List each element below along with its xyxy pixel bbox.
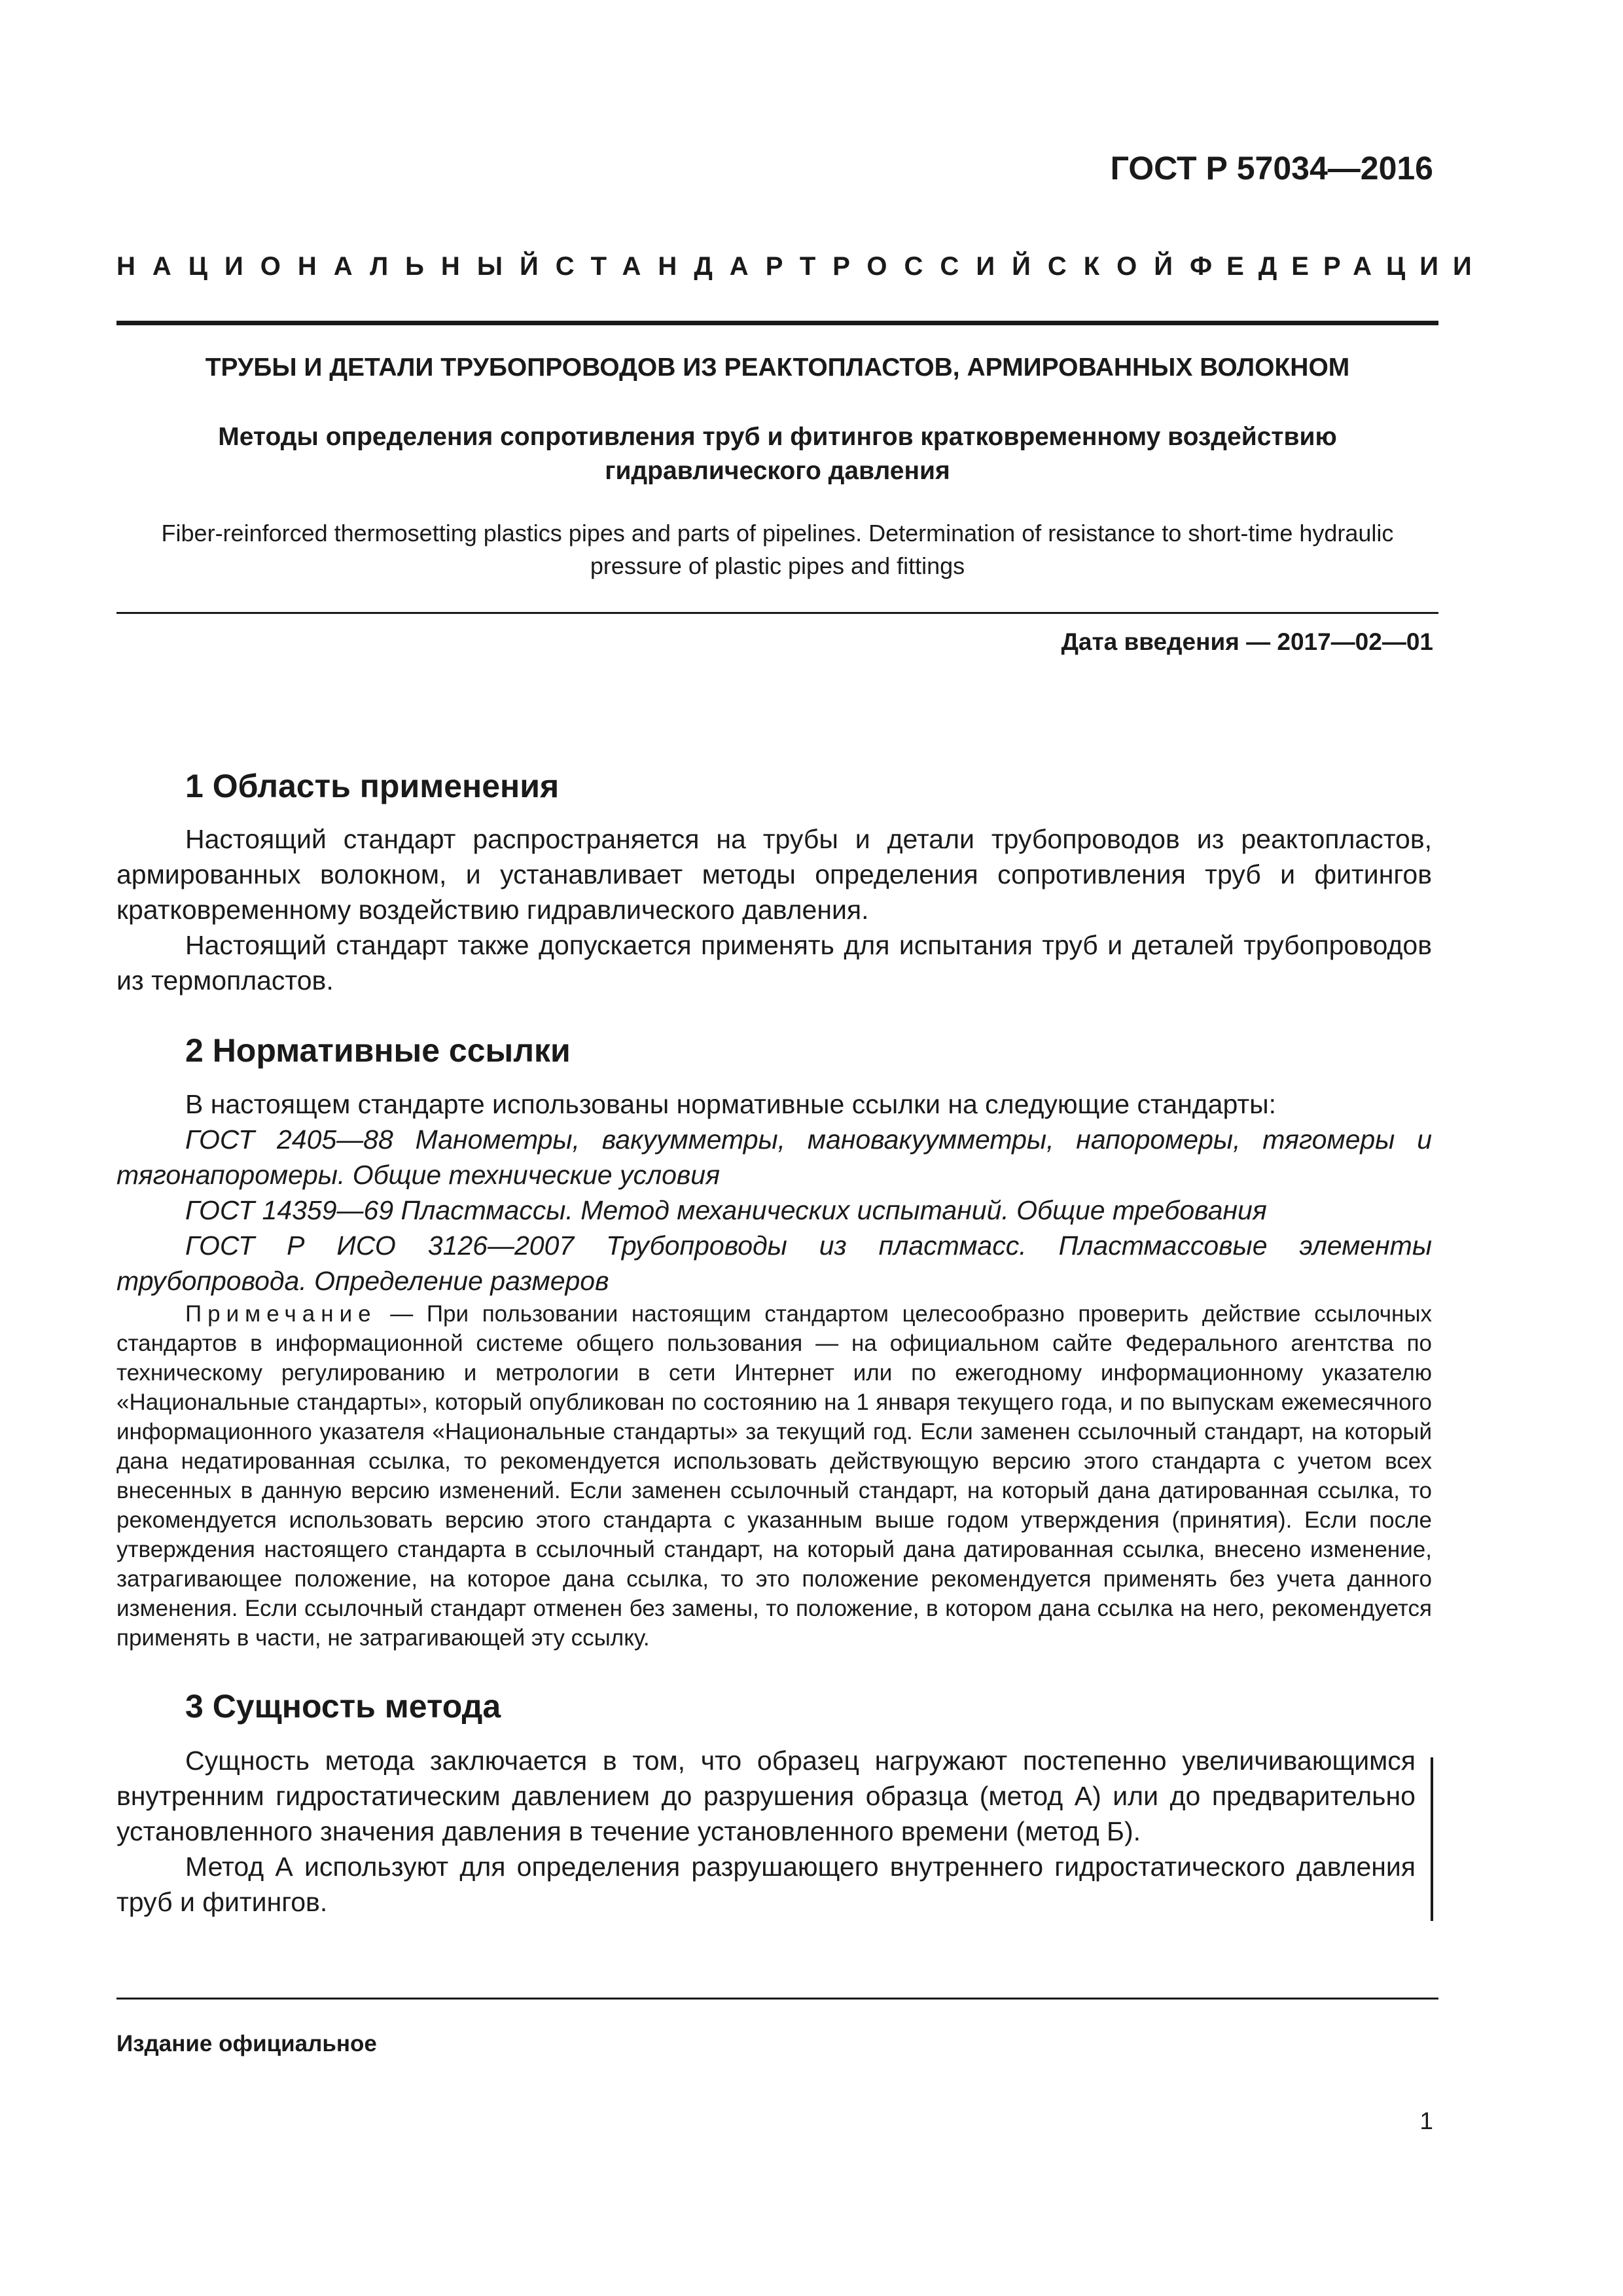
reference-item: ГОСТ 2405—88 Манометры, вакуумметры, мановакуумметры, напоромеры, тягомеры и тягонапоромеры. Общие технические условия [116, 1124, 1432, 1190]
section-3-body [116, 1743, 1416, 1920]
english-title-line: pressure of plastic pipes and fittings [590, 552, 965, 579]
page-number: 1 [1419, 2108, 1433, 2134]
paragraph: Настоящий стандарт распространяется на трубы и детали трубопроводов из реактопластов, армированных волокном, и устанавливает методы определения сопротивления труб и фитингов кратковременному воздействию гидравлического давления. [116, 824, 1432, 925]
document-title: ТРУБЫ И ДЕТАЛИ ТРУБОПРОВОДОВ ИЗ РЕАКТОПЛАСТОВ, АРМИРОВАННЫХ ВОЛОКНОМ [205, 353, 1350, 382]
english-title-line: Fiber-reinforced thermosetting plastics pipes and parts of pipelines. Determination of resistance to short-time hydraulic [161, 520, 1394, 547]
section-2-body [116, 1086, 1432, 1122]
banner-word: НАЦИОНАЛЬНЫЙ [116, 252, 556, 281]
official-edition-label: Издание официальное [116, 2031, 377, 2056]
paragraph: Сущность метода заключается в том, что образец нагружают постепенно увеличивающимся внутренним гидростатическим давлением до разрушения образца (метод А) или до предварительно установленного значения давления в течение установленного времени (метод Б). [116, 1746, 1416, 1846]
section-1-heading: 1 Область применения [185, 768, 560, 804]
subtitle-line: Методы определения сопротивления труб и фитингов кратковременному воздействию [218, 423, 1337, 451]
section-3-heading: 3 Сущность метода [185, 1688, 501, 1725]
reference-item: ГОСТ 14359—69 Пластмассы. Метод механических испытаний. Общие требования [185, 1195, 1267, 1225]
banner-word: РОССИЙСКОЙ [832, 252, 1190, 281]
paragraph: Настоящий стандарт также допускается применять для испытания труб и деталей трубопроводов из термопластов. [116, 930, 1432, 996]
english-title [116, 517, 1438, 583]
introduction-date: Дата введения — 2017—02—01 [1061, 628, 1433, 655]
subtitle-line: гидравлического давления [605, 457, 950, 485]
banner-word: СТАНДАРТ [555, 252, 833, 281]
paragraph: В настоящем стандарте использованы нормативные ссылки на следующие стандарты: [185, 1089, 1277, 1119]
change-marker-bar [1431, 1757, 1433, 1921]
document-code: ГОСТ Р 57034—2016 [1110, 150, 1433, 187]
normative-references-list [116, 1122, 1432, 1299]
note-block [116, 1299, 1432, 1653]
note-label: Примечание [185, 1301, 377, 1327]
header-divider [116, 321, 1438, 325]
banner-word: ФЕДЕРАЦИИ [1189, 252, 1486, 281]
reference-item: ГОСТ Р ИСО 3126—2007 Трубопроводы из пластмасс. Пластмассовые элементы трубопровода. Определение размеров [116, 1230, 1432, 1296]
national-standard-banner [116, 252, 1486, 281]
document-subtitle [116, 420, 1438, 488]
section-2-heading: 2 Нормативные ссылки [185, 1032, 571, 1069]
title-divider [116, 612, 1438, 614]
paragraph: Метод А используют для определения разрушающего внутреннего гидростатического давления труб и фитингов. [116, 1852, 1416, 1917]
note-text: — При пользовании настоящим стандартом целесообразно проверить действие ссылочных стандартов в информационной системе общего пользования — на официальном сайте Федерального агентства по техническому регулированию и метрологии в сети Интернет или по ежегодному информационному указателю «Национальные стандарты», который опубликован по состоянию на 1 января текущего года, и по выпускам ежемесячного информационного указателя «Национальные стандарты» за текущий год. Если заменен ссылочный стандарт, на который дана недатированная ссылка, то рекомендуется использовать действующую версию этого стандарта с учетом всех внесенных в данную версию изменений. Если заменен ссылочный стандарт, на который дана датированная ссылка, то рекомендуется использовать версию этого стандарта с указанным выше годом утверждения (принятия). Если после утверждения настоящего стандарта в ссылочный стандарт, на который дана датированная ссылка, внесено изменение, затрагивающее положение, на которое дана ссылка, то это положение рекомендуется применять без учета данного изменения. Если ссылочный стандарт отменен без замены, то положение, в котором дана ссылка на него, рекомендуется применять в части, не затрагивающей эту ссылку. [116, 1301, 1432, 1651]
footer-divider [116, 1998, 1438, 2000]
section-1-body [116, 821, 1432, 998]
